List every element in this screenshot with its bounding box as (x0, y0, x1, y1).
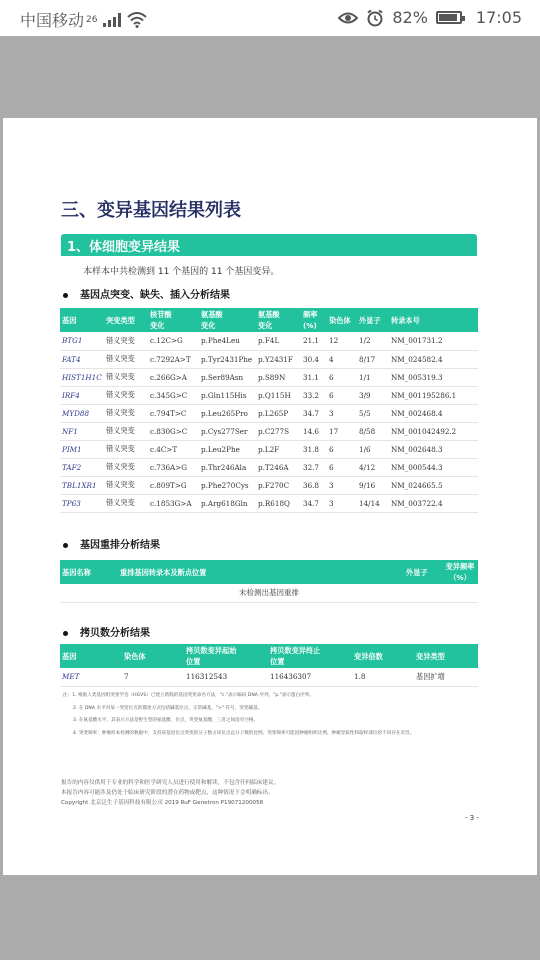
heading-text: 基因点突变、缺失、插入分析结果 (80, 290, 230, 301)
table-row (60, 476, 478, 494)
table-cell: NM_003722.4 (389, 494, 478, 512)
table-cell: p.L265P (256, 404, 301, 422)
table-cell: 6 (327, 458, 357, 476)
table-cell: NM_024582.4 (389, 350, 478, 368)
table-cell: 错义突变 (104, 458, 148, 476)
table-cell: p.F270C (256, 476, 301, 494)
status-left (20, 8, 147, 31)
network-indicator: 26 (86, 14, 98, 25)
empty-result: 未检测出基因重排 (60, 584, 478, 602)
gene-cell: IRF4 (60, 386, 104, 404)
table-cell: 32.7 (301, 458, 327, 476)
column-header: 氨基酸 变化 (256, 308, 301, 332)
table-row (60, 386, 478, 404)
table-header-row (60, 308, 478, 332)
table-cell: 4 (327, 350, 357, 368)
table-cell: 36.8 (301, 476, 327, 494)
gene-cell: MET (60, 668, 122, 686)
bullet-dot (63, 631, 68, 636)
table-cell: 3 (327, 404, 357, 422)
table-cell: NM_000544.3 (389, 458, 478, 476)
footer-line: 本报告内容可能涉及仍处于临床研究阶段的潜在药物或靶点，这种情况下会明确标出。 (61, 790, 274, 796)
table-cell: p.Gln115His (199, 386, 256, 404)
table-cell: p.C277S (256, 422, 301, 440)
table-cell: 3 (327, 476, 357, 494)
gene-cell: TBL1XR1 (60, 476, 104, 494)
table-cell: 错义突变 (104, 476, 148, 494)
column-header: 氨基酸 变化 (199, 308, 256, 332)
footnote-item: 4. 突变频率：肿瘤样本检测的数据中，支持该基因位点突变的分子数占该位点总分子数的比例。突变频率可能因肿瘤组织比例、肿瘤异质性和取样部位的不同存在差异。 (73, 730, 415, 736)
table-cell: p.Phe4Leu (199, 332, 256, 350)
page-number: - 3 - (465, 814, 479, 822)
table-row (60, 494, 478, 512)
table-cell: c.830G>C (148, 422, 199, 440)
table-cell: 错义突变 (104, 422, 148, 440)
section-title: 三、变异基因结果列表 (61, 200, 241, 221)
table-cell: 31.1 (301, 368, 327, 386)
copy-number-heading (63, 624, 150, 639)
heading-text: 拷贝数分析结果 (80, 628, 150, 639)
battery-percent: 82% (392, 8, 428, 27)
column-header: 核苷酸 变化 (148, 308, 199, 332)
heading-text: 基因重排分析结果 (80, 540, 160, 551)
table-cell: 1/6 (357, 440, 389, 458)
table-cell: 1.8 (352, 668, 414, 686)
table-cell: 错义突变 (104, 404, 148, 422)
battery-icon (436, 11, 462, 24)
clock: 17:05 (475, 8, 522, 27)
table-cell: 错义突变 (104, 368, 148, 386)
table-cell: NM_001042492.2 (389, 422, 478, 440)
table-row (60, 422, 478, 440)
table-cell: 3 (327, 494, 357, 512)
table-row (60, 350, 478, 368)
bullet-dot (63, 293, 68, 298)
column-header: 基因 (60, 644, 122, 668)
column-header: 变异倍数 (352, 644, 414, 668)
table-cell: 30.4 (301, 350, 327, 368)
column-header: 拷贝数变异终止 位置 (268, 644, 352, 668)
table-cell: c.736A>G (148, 458, 199, 476)
table-cell: p.Tyr2431Phe (199, 350, 256, 368)
copy-number-table (60, 644, 478, 687)
wifi-icon (127, 12, 147, 28)
point-mutation-heading (63, 286, 230, 301)
footnote-item: 注：1. 根据人类基因组突变学会（HGVS）已建立新践的基因突变命名方法，"c."表示编码 DNA 序列，"p."表示蛋白序列。 (63, 693, 314, 698)
footer-line: 报告的内容仅供用于专业的科学和医学研究人员进行使用和解读，不包含任何临床建议。 (61, 780, 280, 786)
table-cell: 116312543 (184, 668, 268, 686)
table-cell: p.Leu2Phe (199, 440, 256, 458)
table-cell: 错义突变 (104, 494, 148, 512)
column-header: 拷贝数变异起始 位置 (184, 644, 268, 668)
footnote-item: 3. 在氨基酸水平，其表示方法是野生型的氨基酸，位点，突变氨基酸，三者之间没有空格。 (73, 718, 259, 723)
table-cell: 错义突变 (104, 440, 148, 458)
table-cell: p.R618Q (256, 494, 301, 512)
table-cell: c.809T>G (148, 476, 199, 494)
table-cell: 33.2 (301, 386, 327, 404)
table-cell: 14/14 (357, 494, 389, 512)
table-cell: 8/17 (357, 350, 389, 368)
table-cell: p.L2F (256, 440, 301, 458)
table-row (60, 332, 478, 350)
point-mutation-table (60, 308, 478, 513)
column-header: 变异类型 (414, 644, 478, 668)
table-cell: 12 (327, 332, 357, 350)
table-cell: 6 (327, 386, 357, 404)
rearrangement-heading (63, 536, 160, 551)
table-cell: NM_002468.4 (389, 404, 478, 422)
table-cell: p.T246A (256, 458, 301, 476)
table-cell: 14.6 (301, 422, 327, 440)
table-cell: NM_001731.2 (389, 332, 478, 350)
table-cell: p.Y2431F (256, 350, 301, 368)
table-cell: c.794T>C (148, 404, 199, 422)
gene-cell: NF1 (60, 422, 104, 440)
table-cell: 9/16 (357, 476, 389, 494)
col-frequency: 变异频率 （%） (442, 560, 478, 584)
column-header: 外显子 (357, 308, 389, 332)
gene-cell: BTG1 (60, 332, 104, 350)
table-cell: NM_005319.3 (389, 368, 478, 386)
table-cell: p.Cys277Ser (199, 422, 256, 440)
gene-cell: HIST1H1C (60, 368, 104, 386)
table-cell: p.Thr246Ala (199, 458, 256, 476)
table-cell: p.S89N (256, 368, 301, 386)
table-cell: 3/9 (357, 386, 389, 404)
report-page (3, 118, 537, 875)
status-right (338, 8, 522, 27)
table-cell: p.Ser89Asn (199, 368, 256, 386)
bullet-dot (63, 543, 68, 548)
table-row (60, 668, 478, 686)
carrier-name: 中国移动 (20, 11, 85, 30)
gene-cell: MYD88 (60, 404, 104, 422)
gene-cell: PIM1 (60, 440, 104, 458)
col-transcript: 重排基因转录本及断点位置 (118, 560, 404, 584)
table-cell: 34.7 (301, 404, 327, 422)
table-row (60, 368, 478, 386)
table-cell: 错义突变 (104, 386, 148, 404)
table-cell: 31.8 (301, 440, 327, 458)
gene-cell: FAT4 (60, 350, 104, 368)
table-cell: c.7292A>T (148, 350, 199, 368)
table-cell: 4/12 (357, 458, 389, 476)
table-cell: 7 (122, 668, 184, 686)
signal-icon (103, 13, 121, 27)
table-cell: p.Phe270Cys (199, 476, 256, 494)
table-cell: 6 (327, 368, 357, 386)
column-header: 基因 (60, 308, 104, 332)
table-cell: 5/5 (357, 404, 389, 422)
table-row (60, 458, 478, 476)
table-cell: NM_024665.5 (389, 476, 478, 494)
table-cell: 错义突变 (104, 332, 148, 350)
summary-text: 本样本中共检测到 11 个基因的 11 个基因变异。 (83, 267, 280, 277)
col-gene-name: 基因名称 (60, 560, 118, 584)
column-header: 染色体 (327, 308, 357, 332)
table-cell: 8/58 (357, 422, 389, 440)
table-cell: 基因扩增 (414, 668, 478, 686)
table-cell: p.Leu265Pro (199, 404, 256, 422)
column-header: 频率(%) (301, 308, 327, 332)
subsection-title: 1、体细胞变异结果 (61, 234, 477, 256)
table-cell: c.345G>C (148, 386, 199, 404)
rearrangement-table (60, 560, 478, 603)
footer-line: Copyright 北京泛生子基因科技有限公司 2019 RuF Genetron P19071200058 (61, 800, 264, 806)
table-cell: c.12C>G (148, 332, 199, 350)
table-cell: p.Q115H (256, 386, 301, 404)
table-header-row (60, 644, 478, 668)
table-cell: 116436307 (268, 668, 352, 686)
column-header: 突变类型 (104, 308, 148, 332)
table-cell: 1/2 (357, 332, 389, 350)
table-cell: c.1853G>A (148, 494, 199, 512)
gene-cell: TP63 (60, 494, 104, 512)
col-exon: 外显子 (404, 560, 442, 584)
table-header-row (60, 560, 478, 584)
table-cell: p.Arg618Gln (199, 494, 256, 512)
footnotes (63, 690, 414, 740)
table-cell: NM_002648.3 (389, 440, 478, 458)
report-footer (61, 778, 279, 808)
table-cell: 1/1 (357, 368, 389, 386)
table-cell: 17 (327, 422, 357, 440)
eye-icon (338, 11, 358, 25)
alarm-icon (366, 9, 384, 27)
status-bar (0, 0, 540, 36)
table-cell: p.F4L (256, 332, 301, 350)
table-cell: NM_001195286.1 (389, 386, 478, 404)
table-cell: 6 (327, 440, 357, 458)
table-cell: c.266G>A (148, 368, 199, 386)
column-header: 染色体 (122, 644, 184, 668)
table-cell: 错义突变 (104, 350, 148, 368)
footnote-item: 2. 在 DNA 水平对某一突变位点的描述方式包括碱基位点，正常碱基，">" 符号，突变碱基。 (73, 705, 263, 711)
table-cell: c.4C>T (148, 440, 199, 458)
table-row (60, 584, 478, 602)
table-row (60, 440, 478, 458)
table-cell: 21.1 (301, 332, 327, 350)
column-header: 转录本号 (389, 308, 478, 332)
table-cell: 34.7 (301, 494, 327, 512)
table-row (60, 404, 478, 422)
gene-cell: TAF2 (60, 458, 104, 476)
